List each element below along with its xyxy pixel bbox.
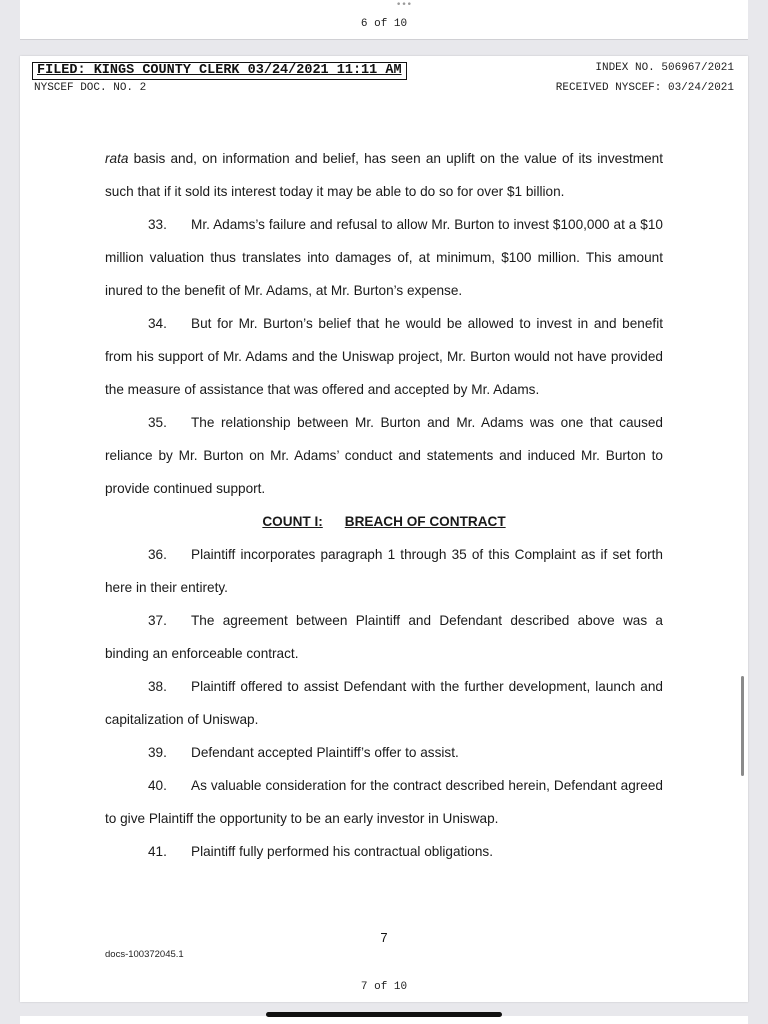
paragraph-number: 40.	[148, 778, 167, 793]
continued-italic: rata	[105, 151, 129, 166]
paragraph-39	[105, 736, 663, 769]
paragraph-40	[105, 769, 663, 835]
paragraph-text: The agreement between Plaintiff and Defendant described above was a binding an enforceable contract.	[105, 613, 663, 661]
drag-grip-icon[interactable]: •••	[396, 0, 412, 10]
filed-stamp: FILED: KINGS COUNTY CLERK 03/24/2021 11:11 AM	[32, 62, 407, 80]
count-label: COUNT I:	[262, 514, 323, 529]
paragraph-number: 35.	[148, 415, 167, 430]
next-page-edge	[20, 1016, 748, 1024]
received-date: RECEIVED NYSCEF: 03/24/2021	[555, 82, 734, 94]
home-indicator[interactable]	[266, 1012, 502, 1017]
paragraph-41	[105, 835, 663, 868]
scroll-indicator[interactable]	[741, 676, 744, 776]
paragraph-37	[105, 604, 663, 670]
paragraph-text: Plaintiff offered to assist Defendant with the further development, launch and capitalization of Uniswap.	[105, 679, 663, 727]
paragraph-number: 39.	[148, 745, 167, 760]
document-page	[20, 56, 748, 1002]
paragraph-33	[105, 208, 663, 307]
count-heading	[105, 505, 663, 538]
paragraph-text: Defendant accepted Plaintiff’s offer to assist.	[191, 745, 459, 760]
nyscef-doc-number: NYSCEF DOC. NO. 2	[34, 82, 147, 94]
paragraph-36	[105, 538, 663, 604]
paragraph-text: Plaintiff fully performed his contractual obligations.	[191, 844, 493, 859]
paragraph-number: 37.	[148, 613, 167, 628]
count-title: BREACH OF CONTRACT	[344, 514, 506, 529]
continued-paragraph	[105, 142, 663, 208]
paragraph-34	[105, 307, 663, 406]
index-number: INDEX NO. 506967/2021	[595, 62, 734, 74]
paragraph-text: But for Mr. Burton’s belief that he would be allowed to invest in and benefit from his support of Mr. Adams and the Uniswap project, Mr. Burton would not have provided the measure of assistance that was offered and accepted by Mr. Adams.	[105, 316, 663, 397]
paragraph-number: 41.	[148, 844, 167, 859]
paragraph-text: Plaintiff incorporates paragraph 1 through 35 of this Complaint as if set forth here in their entirety.	[105, 547, 663, 595]
paragraph-38	[105, 670, 663, 736]
paragraph-number: 34.	[148, 316, 167, 331]
paragraph-35	[105, 406, 663, 505]
prev-page-counter: 6 of 10	[360, 18, 408, 30]
page-number: 7	[380, 930, 388, 945]
paragraph-text: Mr. Adams’s failure and refusal to allow Mr. Burton to invest $100,000 at a $10 million valuation thus translates into damages of, at minimum, $100 million. This amount inured to the benefit of Mr. Adams, at Mr. Burton’s expense.	[105, 217, 663, 298]
document-body	[105, 142, 663, 868]
paragraph-text: As valuable consideration for the contract described herein, Defendant agreed to give Plaintiff the opportunity to be an early investor in Uniswap.	[105, 778, 663, 826]
previous-page-edge	[20, 0, 748, 40]
docs-id: docs-100372045.1	[105, 949, 184, 960]
continued-text: basis and, on information and belief, has seen an uplift on the value of its investment such that if it sold its interest today it may be able to do so for over $1 billion.	[105, 151, 663, 199]
page-counter: 7 of 10	[360, 981, 408, 993]
paragraph-number: 33.	[148, 217, 167, 232]
paragraph-text: The relationship between Mr. Burton and Mr. Adams was one that caused reliance by Mr. Burton on Mr. Adams’ conduct and statements and induced Mr. Burton to provide continued support.	[105, 415, 663, 496]
paragraph-number: 38.	[148, 679, 167, 694]
paragraph-number: 36.	[148, 547, 167, 562]
